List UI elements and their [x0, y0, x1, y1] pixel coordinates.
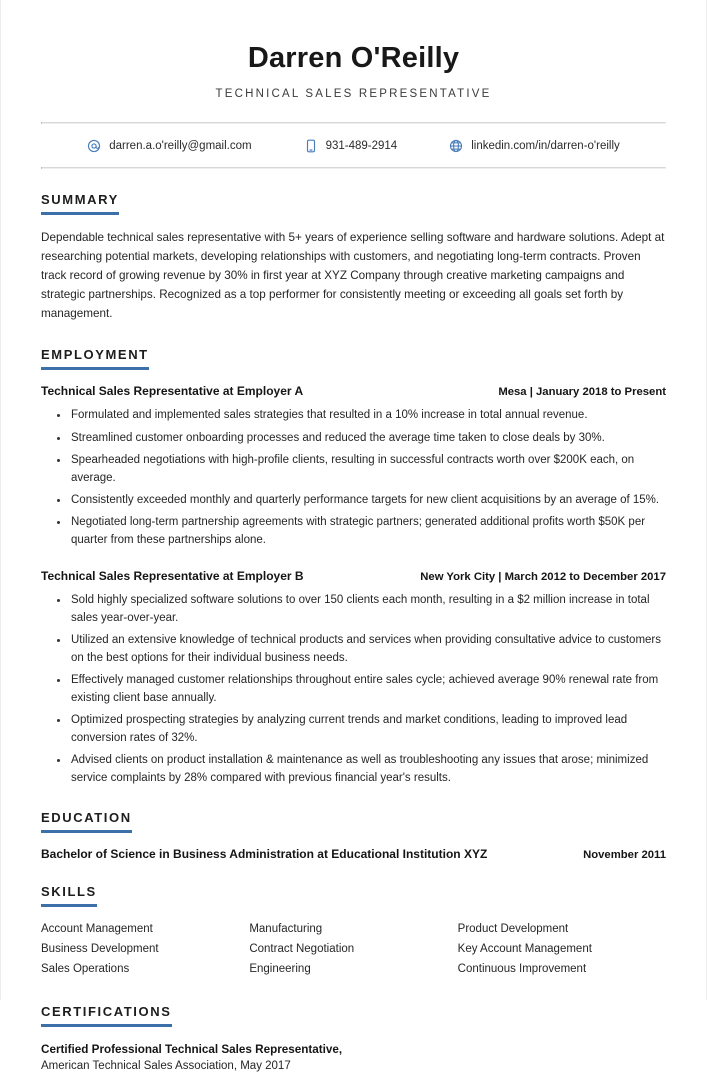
employment-bullet: Spearheaded negotiations with high-profile clients, resulting in successful contracts worth over $200K each, on average.: [71, 452, 666, 487]
contact-phone-text: 931-489-2914: [325, 139, 398, 152]
contact-bar: [41, 124, 666, 167]
resume-header: [41, 0, 666, 100]
contact-item-phone[interactable]: [304, 139, 398, 153]
employment-body: [41, 384, 666, 787]
employment-role: Technical Sales Representative at Employer B: [41, 569, 304, 584]
employment-bullet: Utilized an extensive knowledge of technical products and services when providing consultative advice to customers on the best options for their individual business needs.: [71, 632, 666, 667]
skill-item: Sales Operations: [41, 962, 130, 975]
certification-name: Certified Professional Technical Sales Representative,: [41, 1042, 343, 1056]
education-entry: [41, 847, 666, 861]
summary-text: Dependable technical sales representative with 5+ years of experience selling software and hardware solutions. Adept at researching potential markets, developing relationships with customers, and negotiating long-term contracts. Proven track record of growing revenue by 30% in first year at XYZ Company through creative marketing campaigns and strategic partnerships. Recognized as a top performer for consistently meeting or exceeding all goals set forth by management.: [41, 231, 665, 321]
skill-item: Account Management: [41, 923, 153, 936]
skill-item: Manufacturing: [249, 923, 323, 936]
employment-bullet: Optimized prospecting strategies by analyzing current trends and market conditions, leading to improved lead conversion rates of 32%.: [71, 712, 666, 747]
employment-bullet: Consistently exceeded monthly and quarterly performance targets for new client acquisitions by an average of 15%.: [71, 492, 666, 509]
education-body: [41, 847, 666, 861]
section-title-education: EDUCATION: [41, 810, 132, 833]
at-circle-icon: [87, 139, 101, 153]
contact-website-text: linkedin.com/in/darren-o'reilly: [471, 139, 620, 152]
certifications-body: [41, 1041, 666, 1075]
employment-bullet: Formulated and implemented sales strategies that resulted in a 10% increase in total annual revenue.: [71, 407, 666, 424]
skill-item: Continuous Improvement: [457, 962, 587, 975]
section-employment: [41, 346, 666, 787]
header-divider-bottom: [41, 167, 666, 169]
employment-entry-header: [41, 569, 666, 583]
contact-email-text: darren.a.o'reilly@gmail.com: [109, 139, 252, 152]
employment-bullet: Sold highly specialized software solutions to over 150 clients each month, resulting in a $2 million increase in total sales year-over-year.: [71, 592, 666, 627]
candidate-job-title: TECHNICAL SALES REPRESENTATIVE: [215, 88, 492, 101]
employment-bullet: Negotiated long-term partnership agreements with strategic partners; generated additional profits worth $50K per quarter from these partnerships alone.: [71, 514, 666, 549]
employment-location-dates: New York City | March 2012 to December 2017: [420, 571, 666, 584]
section-education: [41, 809, 666, 861]
employment-bullet: Advised clients on product installation & maintenance as well as troubleshooting any issues that arose; minimized service complaints by 28% compared with previous financial year's results.: [71, 752, 666, 787]
section-certifications: [41, 1003, 666, 1075]
employment-bullet: Effectively managed customer relationships throughout entire sales cycle; achieved average 90% renewal rate from existing client base annually.: [71, 672, 666, 707]
section-title-employment: EMPLOYMENT: [41, 347, 149, 370]
employment-entry-header: [41, 384, 666, 398]
mobile-phone-icon: [304, 139, 318, 153]
section-skills: [41, 883, 666, 980]
skill-item: Product Development: [457, 923, 569, 936]
certification-entry: [41, 1041, 666, 1075]
employment-bullet: Streamlined customer onboarding processes and reduced the average time taken to close deals by 30%.: [71, 430, 666, 447]
section-title-certifications: CERTIFICATIONS: [41, 1004, 172, 1027]
contact-item-email[interactable]: [87, 139, 251, 153]
employment-bullet-list: [41, 407, 666, 549]
employment-bullet-list: [41, 592, 666, 787]
section-title-skills: SKILLS: [41, 884, 97, 907]
skill-item: Engineering: [249, 962, 311, 975]
skill-item: Business Development: [41, 942, 159, 955]
section-summary: [41, 191, 666, 324]
skills-body: [41, 921, 666, 980]
education-date: November 2011: [583, 849, 666, 862]
contact-item-website[interactable]: [449, 139, 620, 153]
globe-icon: [449, 139, 463, 153]
skill-item: Key Account Management: [457, 942, 592, 955]
employment-role: Technical Sales Representative at Employer A: [41, 384, 304, 399]
employment-location-dates: Mesa | January 2018 to Present: [498, 386, 666, 399]
skill-item: Contract Negotiation: [249, 942, 355, 955]
skills-grid: [41, 921, 666, 980]
education-degree: Bachelor of Science in Business Administration at Educational Institution XYZ: [41, 847, 488, 862]
employment-entry: [41, 384, 666, 549]
candidate-name: Darren O'Reilly: [247, 42, 460, 74]
section-title-summary: SUMMARY: [41, 192, 119, 215]
certification-issuer: American Technical Sales Association, May 2017: [41, 1060, 291, 1073]
employment-entry: [41, 569, 666, 787]
summary-body: [41, 229, 666, 324]
